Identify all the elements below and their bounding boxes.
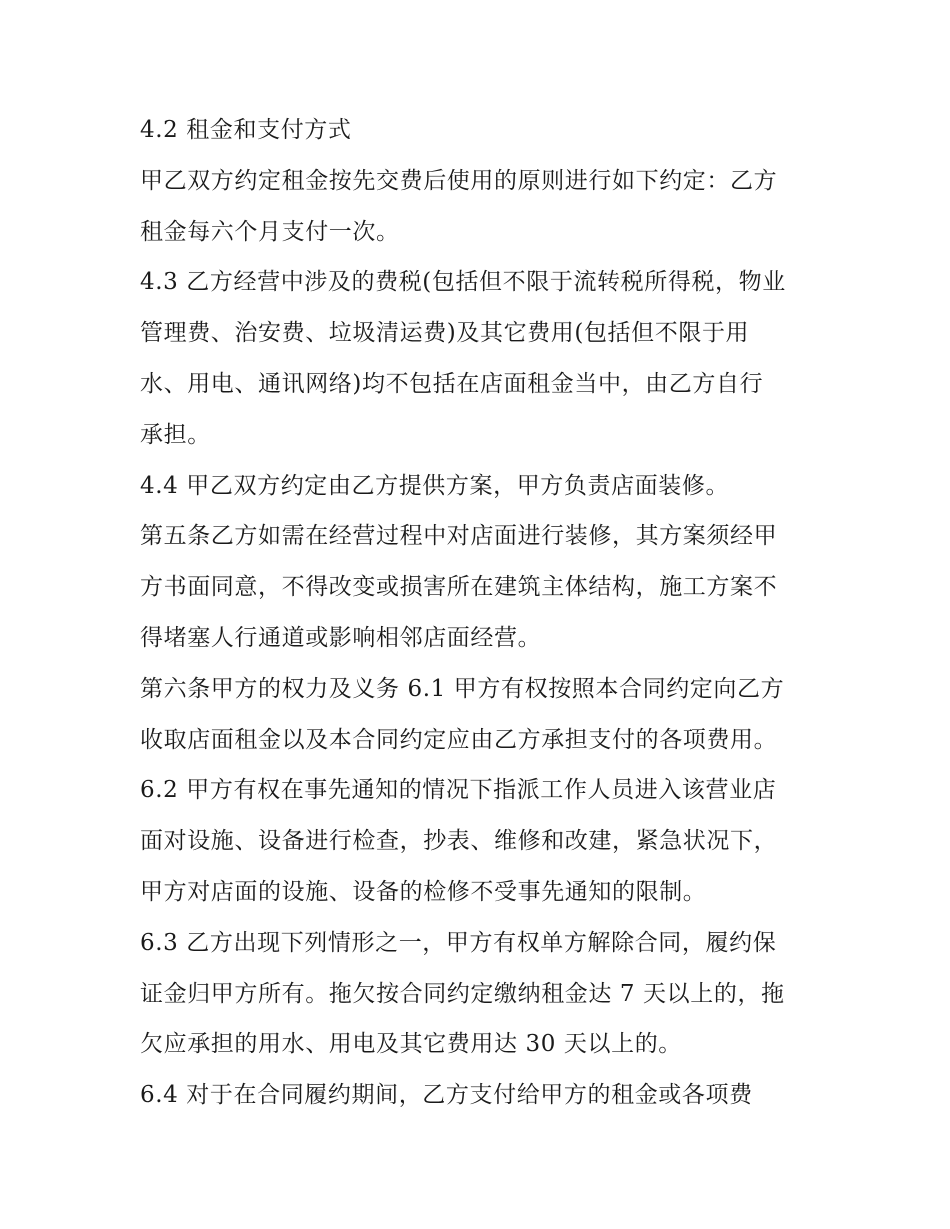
text-line: 得堵塞人行通道或影响相邻店面经营。	[140, 624, 542, 651]
article-6-line: 第六条甲方的权力及义务 6.1 甲方有权按照本合同约定向乙方	[140, 675, 785, 702]
clause-4-4-line: 4.4 甲乙双方约定由乙方提供方案，甲方负责店面装修。	[140, 472, 730, 499]
text-line: 方书面同意，不得改变或损害所在建筑主体结构，施工方案不	[140, 574, 778, 601]
text-line: 承担。	[140, 421, 211, 448]
section-heading-4-2: 4.2 租金和支付方式	[140, 117, 352, 143]
document-body	[140, 105, 830, 1121]
clause-6-3-line: 6.3 乙方出现下列情形之一，甲方有权单方解除合同，履约保	[140, 929, 777, 956]
text-line: 甲方对店面的设施、设备的检修不受事先通知的限制。	[140, 878, 707, 905]
text-line: 欠应承担的用水、用电及其它费用达 30 天以上的。	[140, 1031, 682, 1058]
text-line: 面对设施、设备进行检查，抄表、维修和改建，紧急状况下，	[140, 828, 778, 855]
text-line: 证金归甲方所有。拖欠按合同约定缴纳租金达 7 天以上的，拖	[140, 980, 785, 1007]
article-5-line: 第五条乙方如需在经营过程中对店面进行装修，其方案须经甲	[140, 523, 778, 550]
text-line: 甲乙双方约定租金按先交费后使用的原则进行如下约定：乙方	[140, 167, 778, 194]
clause-6-2-line: 6.2 甲方有权在事先通知的情况下指派工作人员进入该营业店	[140, 777, 777, 804]
text-line: 水、用电、通讯网络)均不包括在店面租金当中，由乙方自行	[140, 370, 764, 397]
clause-4-3-line: 4.3 乙方经营中涉及的费税(包括但不限于流转税所得税，物业	[140, 269, 786, 296]
text-line: 收取店面租金以及本合同约定应由乙方承担支付的各项费用。	[140, 726, 778, 753]
text-line: 租金每六个月支付一次。	[140, 218, 400, 245]
clause-6-4-line: 6.4 对于在合同履约期间，乙方支付给甲方的租金或各项费	[140, 1082, 753, 1109]
text-line: 管理费、治安费、垃圾清运费)及其它费用(包括但不限于用	[140, 320, 750, 347]
